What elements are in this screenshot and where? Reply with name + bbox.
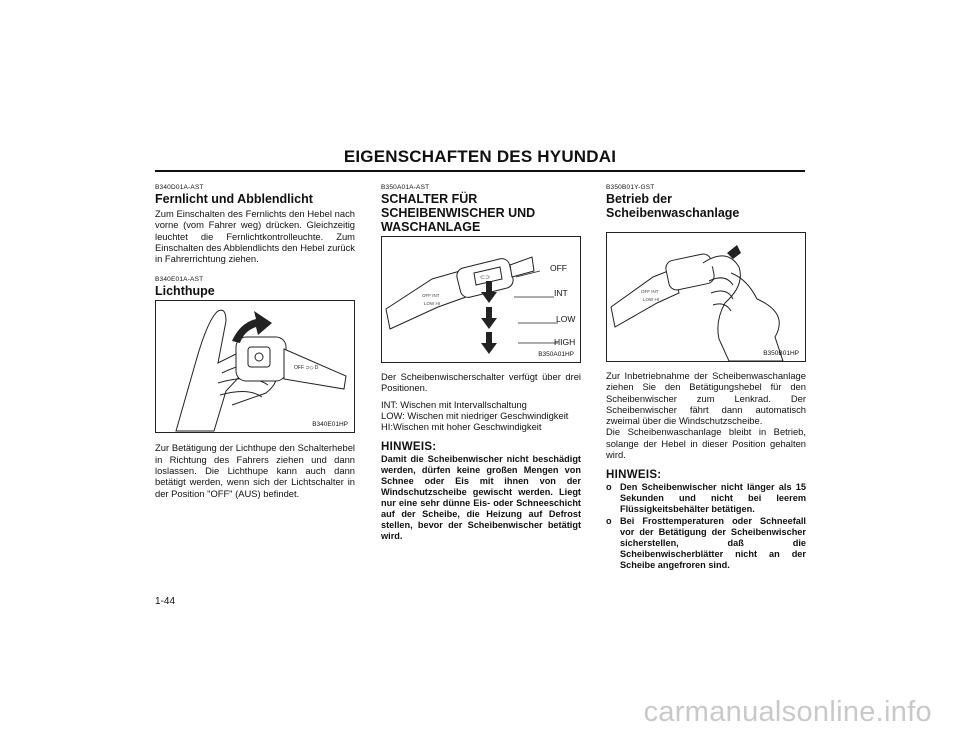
header-rule — [155, 170, 805, 172]
note-list — [606, 482, 806, 571]
section-title-high-beam: Fernlicht und Abblendlicht — [155, 192, 313, 206]
svg-text:OFF INT: OFF INT — [641, 289, 659, 294]
section-code: B340D01A-AST — [155, 184, 204, 191]
wiper-int: INT: Wischen mit Intervallschaltung — [381, 398, 527, 410]
section-title-washer: Betrieb der Scheibenwaschanlage — [606, 192, 740, 220]
hand-lever-illustration — [156, 301, 354, 432]
note-heading: HINWEIS: — [381, 441, 437, 454]
svg-text:⊂⊃: ⊂⊃ — [480, 275, 491, 281]
note-body: Damit die Scheibenwischer nicht beschädigt werden, dürfen keine großen Mengen von Schnee oder Eis mit ihnen von der Windschutzscheibe gewischt werden. Liegt nur eine sehr dünne Eis- oder Schneeschicht auf der Scheibe, die Heizung auf Defrost stellen, bevor der Scheibenwischer betätigt wird. — [381, 454, 581, 542]
section-body-flash: Zur Betätigung der Lichthupe den Schalterhebel in Richtung des Fahrers ziehen und dann loslassen. Die Lichthupe kann auch dann betätigt werden, wenn sich der Lichtschalter in der Position "OFF" (AUS) befindet. — [155, 442, 355, 499]
section-code: B350A01A-AST — [381, 184, 430, 191]
section-code: B350B01Y-GST — [606, 184, 655, 191]
washer-body-1: Zur Inbetriebnahme der Scheibenwaschanlage ziehen Sie den Betätigungshebel für den Scheibenwischer zum Lenkrad. Der Scheibenwischer fährt dann automatisch zweimal über die Windschutzscheibe. — [606, 370, 806, 427]
figure-caption: B350B01HP — [763, 350, 799, 357]
wiper-hi: HI:Wischen mit hoher Geschwindigkeit — [381, 421, 542, 433]
svg-text:LOW HI: LOW HI — [643, 297, 660, 302]
watermark: carmanualsonline.info — [643, 696, 932, 728]
figure-washer — [606, 232, 806, 362]
svg-text:OFF ⊃◇ D: OFF ⊃◇ D — [294, 365, 319, 372]
section-code: B340E01A-AST — [155, 276, 204, 284]
svg-text:LOW HI: LOW HI — [424, 301, 441, 306]
figure-flash-lever — [155, 300, 355, 433]
page-number: 1-44 — [155, 596, 176, 607]
wiper-body: Der Scheibenwischerschalter verfügt über drei Positionen. — [381, 371, 581, 394]
section-body-high-beam: Zum Einschalten des Fernlichts den Hebel nach vorne (vom Fahrer weg) drücken. Gleichzeitig leuchtet die Fernlichtkontrolleuchte. Zum Einschalten des Abblendlichts den Hebel zurück in Fahrerrichtung ziehen. — [155, 208, 355, 265]
list-item: o Bei Frosttemperaturen oder Schneefall vor der Betätigung der Scheibenwischer sicherstellen, daß die Scheibenwischerblätter nicht an der Scheibe angefroren sind. — [606, 516, 806, 571]
figure-wiper-switch — [381, 236, 581, 363]
section-title-wiper-switch: SCHALTER FÜR SCHEIBENWISCHER UND WASCHANLAGE — [381, 192, 536, 234]
wiper-lever-illustration — [382, 237, 580, 362]
label-off: OFF — [550, 263, 567, 273]
wiper-low: LOW: Wischen mit niedriger Geschwindigkeit — [381, 409, 569, 421]
label-high: HIGH — [554, 337, 576, 347]
washer-body-2: Die Scheibenwaschanlage bleibt in Betrieb, solange der Hebel in dieser Position gehalten wird. — [606, 426, 806, 461]
label-low: LOW — [556, 314, 576, 324]
figure-caption: B340E01HP — [312, 421, 348, 429]
column-right — [606, 184, 806, 572]
list-item: o Den Scheibenwischer nicht länger als 15 Sekunden und nicht bei leerem Flüssigkeitsbehälter betätigen. — [606, 482, 806, 515]
label-int: INT — [554, 288, 568, 298]
svg-text:OFF INT: OFF INT — [422, 293, 440, 298]
column-middle — [381, 184, 581, 542]
page-header: EIGENSCHAFTEN DES HYUNDAI — [343, 147, 617, 166]
column-left — [155, 184, 355, 499]
section-title-flash: Lichthupe — [155, 284, 215, 299]
hand-pull-illustration — [607, 233, 805, 361]
note-heading: HINWEIS: — [606, 469, 662, 482]
figure-caption: B350A01HP — [538, 351, 574, 358]
